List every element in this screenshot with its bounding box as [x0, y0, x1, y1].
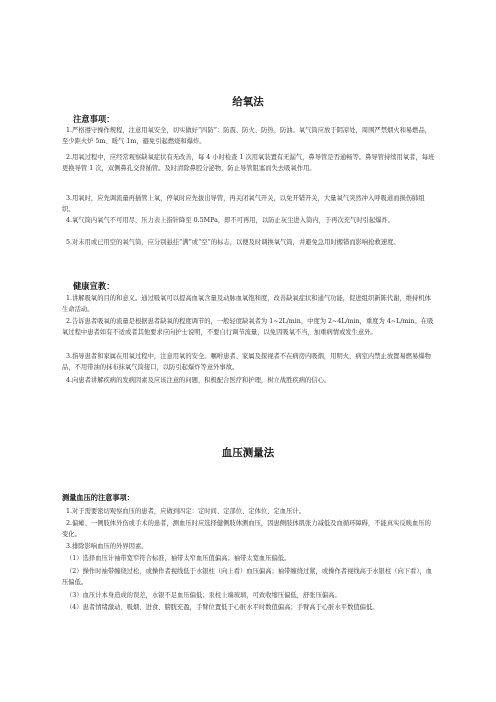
oxygen-edu-3: 3.指导患者和家属在用氧过程中，注意用氧的安全。嘱咐患者、家属及探视者不在病房内吸烟，用明火，病室内禁止放置易燃易爆物品，不用带油的抹布抹氧气筒接口，以防引起爆炸等意外事故。	[62, 353, 431, 372]
oxygen-edu-heading: 健康宣教：	[73, 281, 115, 291]
oxygen-note-2: 2.用氧过程中，应经常观察缺氧症状有无改善，每 4 小时检查 1 次用氧装置有无漏气，鼻导管是否通畅等。鼻导管持续用氧者，每班更换导管 1 次，双侧鼻孔交替插管。及时清除鼻腔分泌物，防止导管阻塞而失去吸氧作用。	[62, 154, 435, 173]
oxygen-edu-2: 2.告诉患者吸氧的流量是根据患者缺氧的程度调节的，一般轻度缺氧者为 1~2L/min，中度为 2~4L/min，重度为 4~L/min。在吸氧过程中患者如有不适或者其他要求应向护士说明，不要自行调节流量，以免因吸氧不当，加重病情或发生意外。	[62, 318, 434, 337]
oxygen-note-3: 3.用氧时，应先调流量再插管上氧，停氧时应先拔出导管，再关闭氧气开关，以免开错开关，大量氧气突然冲入呼吸道而损伤肺组织。	[62, 195, 425, 214]
bp-title: 血压测量法	[221, 447, 275, 459]
bp-item-6: （3）血压计本身造成的误差，水银不足血压偏低；汞柱上端玻璃，可致收缩压偏低，舒张压偏高。	[66, 592, 341, 599]
bp-item-4: （1）选择血压计袖带宽窄符合标准，袖带太窄血压值偏高；袖带太宽血压偏低。	[66, 555, 291, 562]
oxygen-note-5: 5.对未用或已用空的氧气筒，应分别悬挂“满”或“空”的标志，以便及时调换氧气筒，并避免急用时搬错而影响抢救速度。	[66, 239, 400, 246]
oxygen-note-1: 1.严格遵守操作规程，注意用氧安全，切实做好“四防”：防震、防火、防热、防油。氧气筒应放于阴凉处，周围严禁烟火和易燃品，至少距火炉 5m、暖气 1m，避免引起燃烧和爆炸。	[62, 127, 432, 146]
bp-heading: 测量血压的注意事项：	[62, 493, 134, 502]
bp-item-2: 2.偏瘫、一侧肢体外伤或手术的患者，测血压时应选择健侧肢体测血压，因患侧肢体肌张力减低及血循环障碍，不能真实反映血压的变化。	[62, 520, 431, 539]
oxygen-title: 给氧法	[232, 96, 264, 108]
bp-item-1: 1.对于需要密切观察血压的患者，应做到四定：定时间、定部位、定体位、定血压计。	[66, 508, 305, 515]
bp-item-5: （2）操作时袖带缠绕过松，或操作者视线低于水银柱（向上看）血压偏高；袖带缠绕过紧，或操作者视线高于水银柱（向下看），血压偏低。	[62, 568, 433, 587]
oxygen-edu-1: 1.讲解吸氧的目的和意义。通过吸氧可以提高血氧含量及动脉血氧饱和度，改善缺氧症状和通气功能，促进组织新陈代谢，维持机体生命活动。	[62, 295, 431, 314]
oxygen-edu-4: 4.向患者讲解疾病的发病因素及应该注意的问题，积极配合医疗和护理，树立战胜疾病的信心。	[66, 377, 331, 384]
bp-item-3: 3.排除影响血压的外界因素。	[66, 543, 148, 550]
oxygen-note-4: 4.氧气筒内氧气不可用尽，压力表上指针降至 0.5MPa，即不可再用，以防止灰尘进入筒内，于再次充气时引起爆炸。	[66, 217, 395, 224]
oxygen-notes-heading: 注意事项：	[73, 114, 115, 124]
bp-item-7: （4）患者情绪激动、吸烟、进食、膀胱充盈，手臂位置低于心脏水平时数值偏高；手臂高于心脏水平数值偏低。	[66, 604, 379, 611]
